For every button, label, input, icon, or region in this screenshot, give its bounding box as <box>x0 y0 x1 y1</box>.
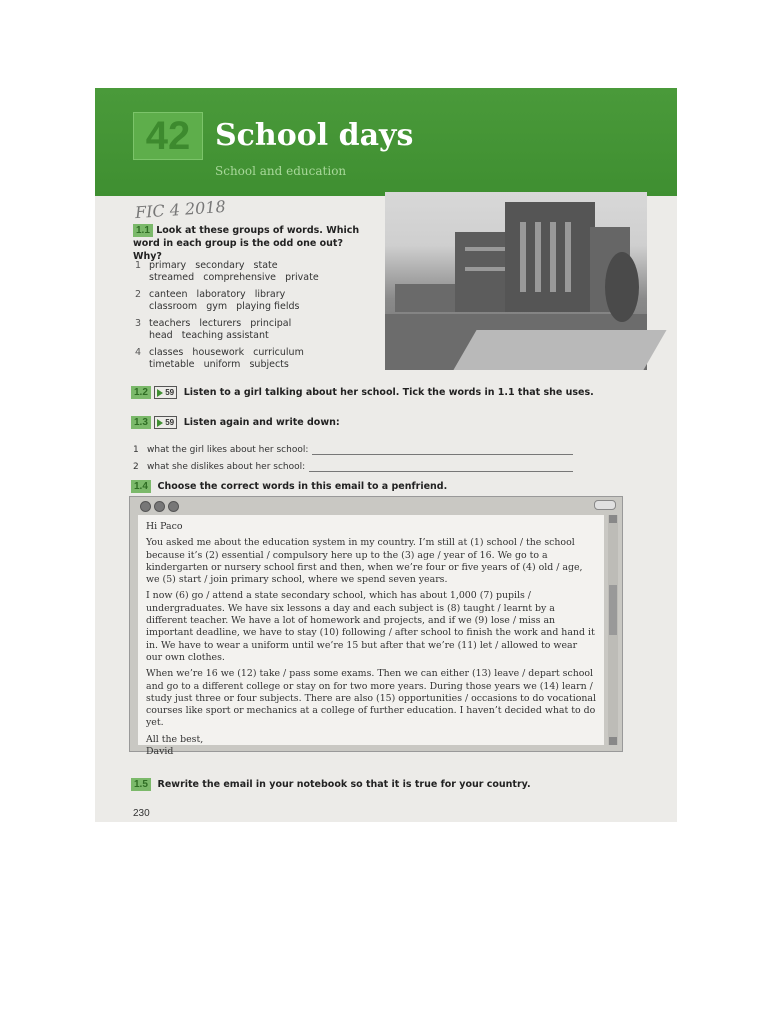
exercise-1-2-instruction: 1.2 59 Listen to a girl talking about her school. Tick the words in 1.1 that she uses. <box>131 386 651 399</box>
answer-line[interactable]: 2 what she dislikes about her school: <box>133 455 573 472</box>
textbook-page <box>95 88 677 822</box>
email-paragraph: You asked me about the education system in my country. I’m still at (1) school / the school because it’s (2) essential / compulsory here up to the (3) age / year of 16. We go to a kindergarten or nursery school first and then, when we’re four or five years of (4) old / age, we (5) start / join primary school, where we spend seven years. <box>146 537 583 586</box>
blank-line[interactable] <box>309 463 573 472</box>
school-building-photo <box>385 192 647 370</box>
page-subtitle: School and education <box>215 164 347 178</box>
play-icon <box>157 419 163 427</box>
handwritten-note: FIC 4 2018 <box>134 196 227 223</box>
scroll-thumb[interactable] <box>609 585 617 635</box>
email-paragraph: I now (6) go / attend a state secondary school, which has about 1,000 (7) pupils / undergraduates. We have six lessons a day and each subject is (8) taught / learnt by a different teacher. We have a lot of homework and projects, and if we (9) lose / miss an important deadline, we have to stay (10) following / after school to finish the work and hand it in. We have to wear a uniform until we’re 15 but after that we’re (11) let / allowed to wear our own clothes. <box>146 590 595 663</box>
word-group: 1 primary secondary state streamed comprehensive private <box>135 260 319 283</box>
email-body <box>138 515 604 758</box>
close-dot-icon[interactable] <box>140 501 151 512</box>
maximize-dot-icon[interactable] <box>168 501 179 512</box>
word-group: 2 canteen laboratory library classroom gym playing fields <box>135 289 300 312</box>
word-groups <box>135 260 375 376</box>
unit-number: 42 <box>133 112 203 160</box>
minimize-dot-icon[interactable] <box>154 501 165 512</box>
play-icon <box>157 389 163 397</box>
audio-track-badge[interactable]: 59 <box>154 416 177 429</box>
page-number: 230 <box>133 808 150 819</box>
exercise-1-4-instruction: 1.4 Choose the correct words in this email to a penfriend. <box>131 480 651 493</box>
email-greeting: Hi Paco <box>146 521 183 532</box>
email-window <box>129 496 623 758</box>
page-title: School days <box>215 118 414 153</box>
exercise-1-1-instruction: 1.1 Look at these groups of words. Which word in each group is the odd one out? Why? <box>133 225 360 262</box>
window-controls <box>140 501 179 512</box>
blank-line[interactable] <box>312 446 573 455</box>
audio-track-badge[interactable]: 59 <box>154 386 177 399</box>
answer-line[interactable]: 1 what the girl likes about her school: <box>133 438 573 455</box>
exercise-1-5-instruction: 1.5 Rewrite the email in your notebook so that it is true for your country. <box>131 778 651 791</box>
email-paragraph: When we’re 16 we (12) take / pass some exams. Then we can either (13) leave / depart school and go to a different college or stay on for two more years. During those years we (14) learn / study just three or four subjects. There are also (15) opportunities / occasions to do vocational courses like sport or mechanics at a college of further education. I haven’t decided what to do yet. <box>146 668 596 729</box>
email-signoff: All the best, <box>146 733 204 745</box>
email-signature: David <box>146 746 174 758</box>
scroll-down-icon[interactable] <box>609 737 617 745</box>
exercise-1-3-instruction: 1.3 59 Listen again and write down: <box>131 416 651 429</box>
word-group: 3 teachers lecturers principal head teaching assistant <box>135 318 292 341</box>
scroll-up-icon[interactable] <box>609 515 617 523</box>
toolbar-toggle-icon[interactable] <box>594 500 616 510</box>
scrollbar[interactable] <box>608 515 618 745</box>
word-group: 4 classes housework curriculum timetable uniform subjects <box>135 347 304 370</box>
unit-banner <box>95 88 677 196</box>
exercise-tag: 1.1 <box>133 224 153 237</box>
answer-lines <box>133 438 573 472</box>
